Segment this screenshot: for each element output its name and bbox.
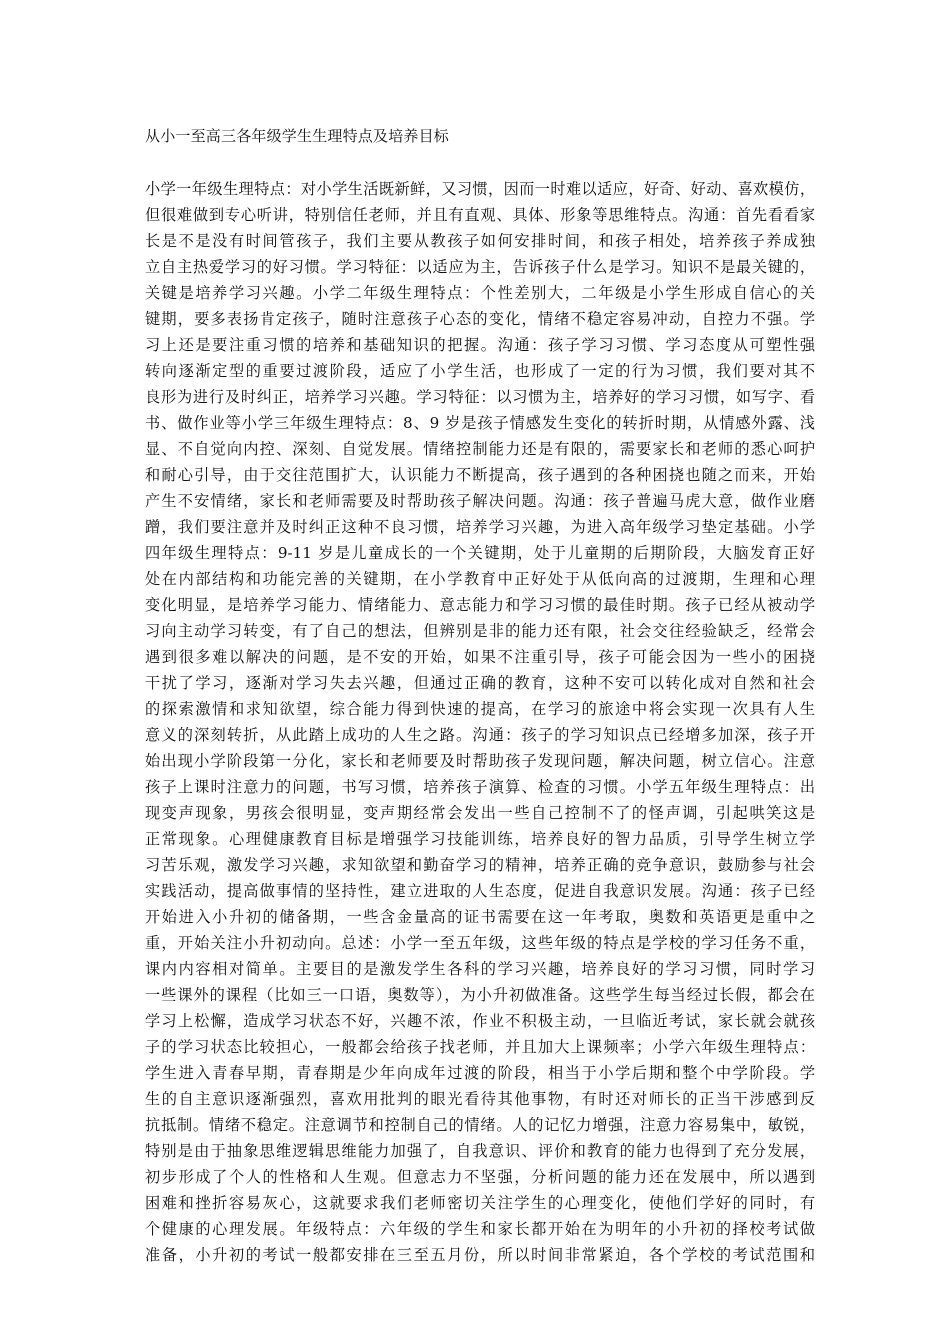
paragraph-line: 准备，小升初的考试一般都安排在三至五月份，所以时间非常紧迫，各个学校的考试范围和 [145,1246,815,1264]
paragraph-line: 遇到很多难以解决的问题，是不安的开始，如果不注重引导，孩子可能会因为一些小的困挠 [145,648,815,666]
paragraph-line: 孩子上课时注意力的问题，书写习惯，培养孩子演算、检查的习惯。小学五年级生理特点：出 [145,778,815,796]
paragraph-line: 实践活动，提高做事情的坚持性，建立进取的人生态度，促进自我意识发展。沟通：孩子已经 [145,882,815,900]
paragraph-line: 显、不自觉向内控、深刻、自觉发展。情绪控制能力还是有限的，需要家长和老师的悉心呵护 [145,440,815,458]
paragraph-line: 重，开始关注小升初动向。总述：小学一至五年级，这些年级的特点是学校的学习任务不重， [145,934,815,952]
paragraph-line: 但很难做到专心听讲，特别信任老师，并且有直观、具体、形象等思维特点。沟通：首先看看家 [145,206,815,224]
paragraph-line: 立自主热爱学习的好习惯。学习特征：以适应为主，告诉孩子什么是学习。知识不是最关键的， [145,258,815,276]
document-title: 从小一至高三各年级学生生理特点及培养目标 [145,127,450,145]
paragraph-line: 子的学习状态比较担心，一般都会给孩子找老师，并且加大上课频率；小学六年级生理特点： [145,1038,815,1056]
paragraph-line: 关键是培养学习兴趣。小学二年级生理特点：个性差别大，二年级是小学生形成自信心的关 [145,284,815,302]
paragraph-line: 的探索激情和求知欲望，综合能力得到快速的提高，在学习的旅途中将会实现一次具有人生 [145,700,815,718]
paragraph-line: 干扰了学习，逐渐对学习失去兴趣，但通过正确的教育，这种不安可以转化成对自然和社会 [145,674,815,692]
paragraph-line: 课内内容相对简单。主要目的是激发学生各科的学习兴趣，培养良好的学习习惯，同时学习 [145,960,815,978]
paragraph-line: 意义的深刻转折，从此踏上成功的人生之路。沟通：孩子的学习知识点已经增多加深，孩子开 [145,726,815,744]
paragraph-line: 现变声现象，男孩会很明显，变声期经常会发出一些自己控制不了的怪声调，引起哄笑这是 [145,804,815,822]
paragraph-line: 生的自主意识逐渐强烈，喜欢用批判的眼光看待其他事物，有时还对师长的正当干涉感到反 [145,1090,815,1108]
paragraph-line: 蹭，我们要注意并及时纠正这种不良习惯，培养学习兴趣，为进入高年级学习垫定基础。小学 [145,518,815,536]
paragraph-line: 转向逐渐定型的重要过渡阶段，适应了小学生活，也形成了一定的行为习惯，我们要对其不 [145,362,815,380]
paragraph-line: 学生进入青春早期，青春期是少年向成年过渡的阶段，相当于小学后期和整个中学阶段。学 [145,1064,815,1082]
paragraph-line: 抗抵制。情绪不稳定。注意调节和控制自己的情绪。人的记忆力增强，注意力容易集中，敏锐， [145,1116,815,1134]
paragraph-line: 一些课外的课程（比如三一口语，奥数等），为小升初做准备。这些学生每当经过长假，都会在 [145,986,815,1004]
paragraph-line: 习上还是要注重习惯的培养和基础知识的把握。沟通：孩子学习习惯、学习态度从可塑性强 [145,336,815,354]
paragraph-line: 长是不是没有时间管孩子，我们主要从教孩子如何安排时间，和孩子相处，培养孩子养成独 [145,232,815,250]
document-body [145,176,815,1268]
paragraph-line: 特别是由于抽象思维逻辑思维能力加强了，自我意识、评价和教育的能力也得到了充分发展， [145,1142,815,1160]
paragraph-line: 初步形成了个人的性格和人生观。但意志力不坚强，分析问题的能力还在发展中，所以遇到 [145,1168,815,1186]
paragraph-line: 书、做作业等小学三年级生理特点：8、9 岁是孩子情感发生变化的转折时期，从情感外露、浅 [145,414,815,432]
paragraph-line: 和耐心引导，由于交往范围扩大，认识能力不断提高，孩子遇到的各种困挠也随之而来，开始 [145,466,815,484]
paragraph-line: 习向主动学习转变，有了自己的想法，但辨别是非的能力还有限，社会交往经验缺乏，经常会 [145,622,815,640]
paragraph-line: 产生不安情绪，家长和老师需要及时帮助孩子解决问题。沟通：孩子普遍马虎大意，做作业磨 [145,492,815,510]
paragraph-line: 困难和挫折容易灰心，这就要求我们老师密切关注学生的心理变化，使他们学好的同时，有 [145,1194,815,1212]
paragraph-line: 正常现象。心理健康教育目标是增强学习技能训练，培养良好的智力品质，引导学生树立学 [145,830,815,848]
paragraph-line: 学习上松懈，造成学习状态不好，兴趣不浓，作业不积极主动，一旦临近考试，家长就会就孩 [145,1012,815,1030]
paragraph-line: 习苦乐观，激发学习兴趣，求知欲望和勤奋学习的精神，培养正确的竞争意识，鼓励参与社会 [145,856,815,874]
paragraph-line: 良形为进行及时纠正，培养学习兴趣。学习特征：以习惯为主，培养好的学习习惯，如写字、看 [145,388,815,406]
paragraph-line: 四年级生理特点：9-11 岁是儿童成长的一个关键期，处于儿童期的后期阶段，大脑发育正好 [145,544,815,562]
paragraph-line: 始出现小学阶段第一分化，家长和老师要及时帮助孩子发现问题，解决问题，树立信心。注意 [145,752,815,770]
paragraph-line: 个健康的心理发展。年级特点：六年级的学生和家长都开始在为明年的小升初的择校考试做 [145,1220,815,1238]
paragraph-line: 小学一年级生理特点：对小学生活既新鲜，又习惯，因而一时难以适应，好奇、好动、喜欢模仿， [145,180,815,198]
paragraph-line: 键期，要多表扬肯定孩子，随时注意孩子心态的变化，情绪不稳定容易冲动，自控力不强。学 [145,310,815,328]
paragraph-line: 处在内部结构和功能完善的关键期，在小学教育中正好处于从低向高的过渡期，生理和心理 [145,570,815,588]
paragraph-line: 变化明显，是培养学习能力、情绪能力、意志能力和学习习惯的最佳时期。孩子已经从被动学 [145,596,815,614]
paragraph-line: 开始进入小升初的储备期，一些含金量高的证书需要在这一年考取，奥数和英语更是重中之 [145,908,815,926]
